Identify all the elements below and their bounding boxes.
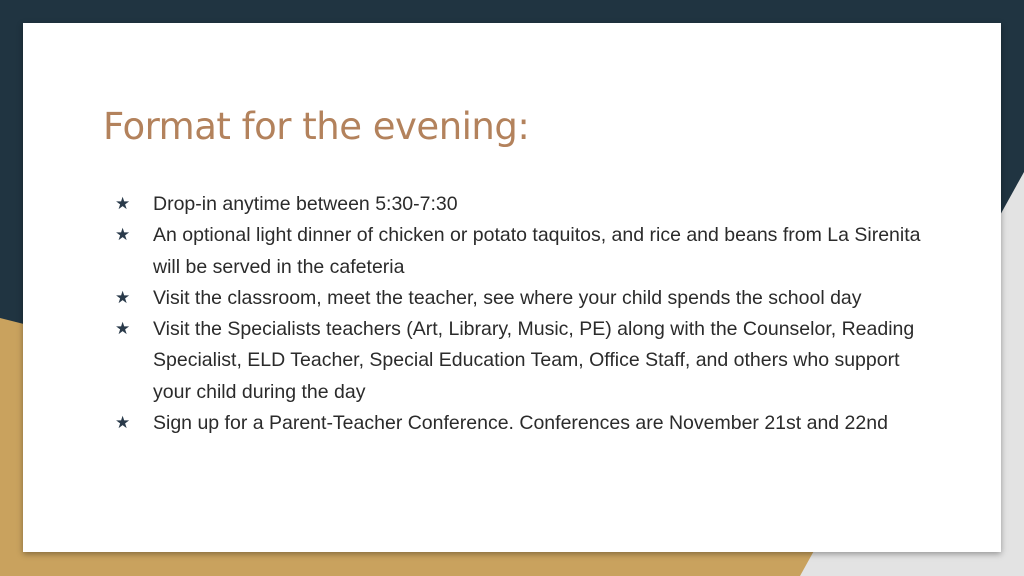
- list-item: [113, 408, 933, 439]
- slide-title: Format for the evening:: [103, 105, 530, 148]
- star-icon: ★: [115, 225, 131, 246]
- list-item: [113, 220, 933, 283]
- star-icon: ★: [115, 287, 131, 308]
- bullet-text: Visit the Specialists teachers (Art, Library, Music, PE) along with the Counselor, Reading Specialist, ELD Teacher, Special Education Team, Office Staff, and others who support your child during the day: [153, 318, 915, 403]
- slide-card: [23, 23, 1001, 552]
- bullet-text: Sign up for a Parent-Teacher Conference. Conferences are November 21st and 22nd: [153, 412, 888, 435]
- star-icon: ★: [115, 413, 131, 434]
- bullet-text: Visit the classroom, meet the teacher, see where your child spends the school day: [153, 286, 862, 309]
- bullet-list: [113, 189, 933, 439]
- list-item: [113, 283, 933, 314]
- bullet-text: An optional light dinner of chicken or potato taquitos, and rice and beans from La Sirenita will be served in the cafeteria: [153, 224, 921, 278]
- star-icon: ★: [115, 194, 131, 214]
- list-item: [113, 314, 933, 408]
- star-icon: ★: [115, 319, 131, 340]
- bullet-text: Drop-in anytime between 5:30-7:30: [153, 193, 458, 215]
- list-item: [113, 189, 933, 220]
